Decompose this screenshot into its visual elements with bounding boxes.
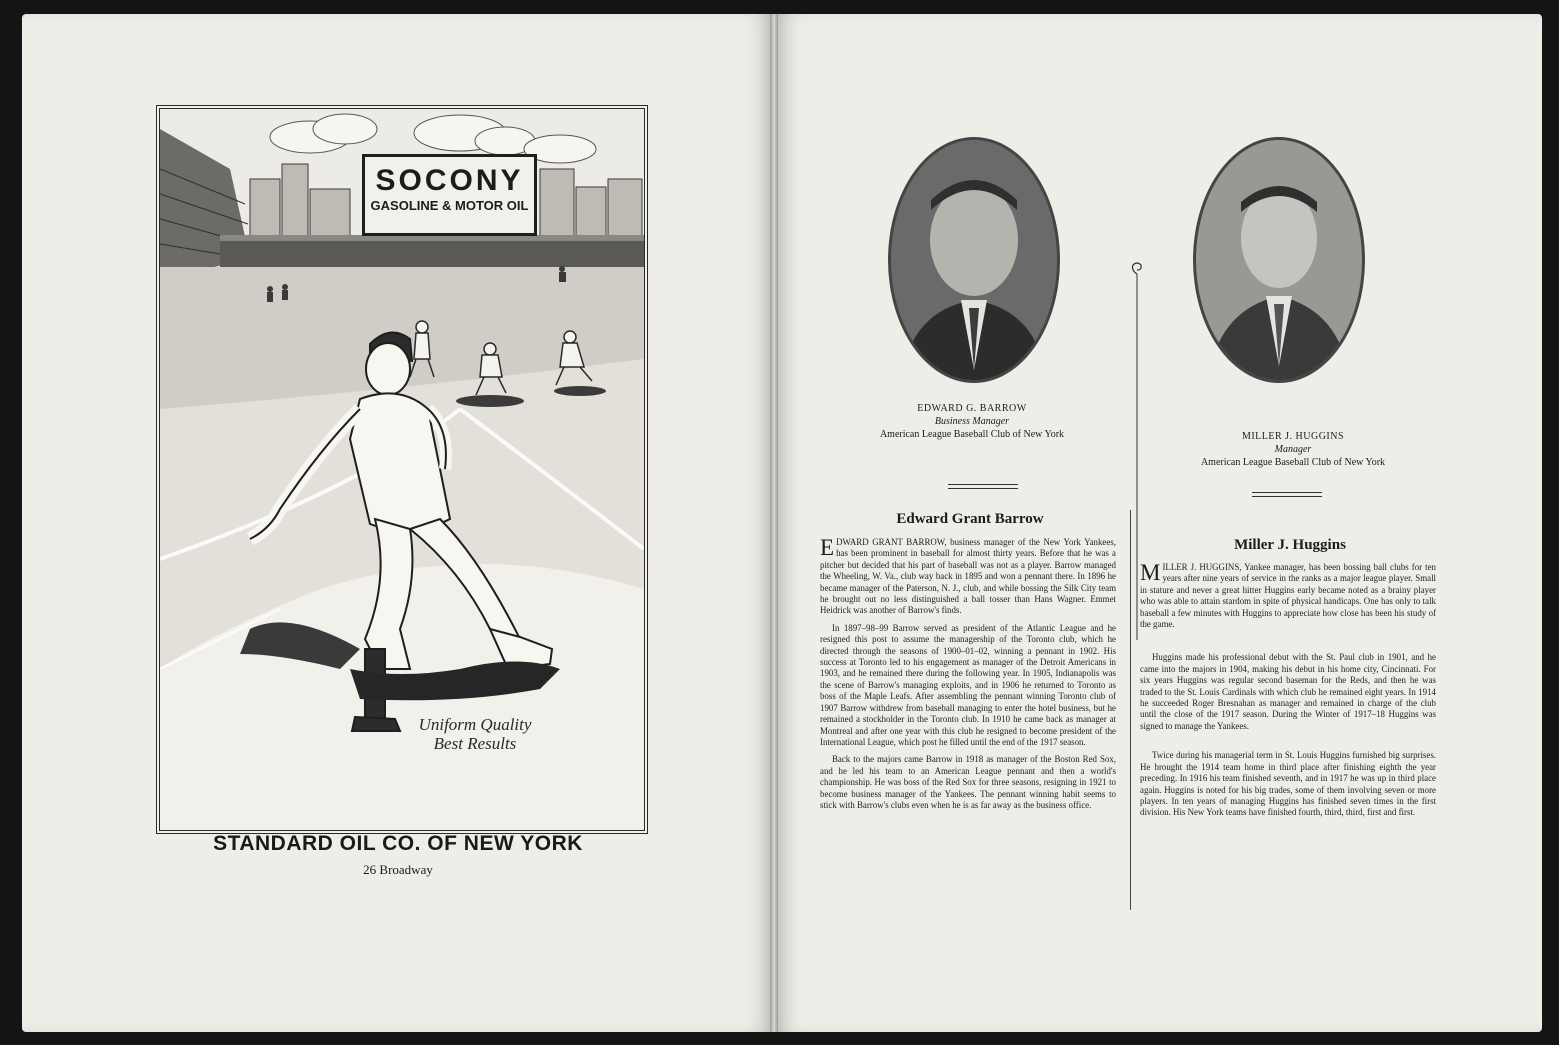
huggins-caption-org: American League Baseball Club of New York	[1200, 457, 1386, 468]
book-gutter	[770, 14, 778, 1032]
huggins-article	[1140, 562, 1436, 825]
barrow-paragraph-1	[820, 537, 1116, 617]
barrow-article	[820, 537, 1116, 817]
huggins-caption	[1163, 430, 1423, 469]
barrow-caption-name: EDWARD G. BARROW	[917, 403, 1027, 414]
ad-tagline-line1: Uniform Quality	[418, 715, 532, 734]
ad-brand-name: SOCONY	[375, 164, 524, 197]
huggins-heading: Miller J. Huggins	[1234, 537, 1346, 553]
barrow-divider-rule	[948, 484, 1018, 485]
barrow-heading: Edward Grant Barrow	[896, 511, 1044, 527]
ad-product-line: GASOLINE & MOTOR OIL	[370, 198, 529, 213]
huggins-paragraph-1-text: ILLER J. HUGGINS, Yankee manager, has been bossing ball clubs for ten years after nine years of service in the ranks as a major league player. Small in stature and never a great hitter Huggins early became noted as a brainy player who was able to attain stardom in spite of physical handicaps. One has only to talk baseball a few minutes with Huggins to appreciate how close has been his study of the game.	[1140, 562, 1436, 630]
huggins-caption-role: Manager	[1274, 444, 1312, 455]
billboard-sign	[362, 154, 537, 236]
barrow-dropcap: E	[820, 535, 835, 560]
ad-company-address: 26 Broadway	[363, 862, 433, 877]
huggins-dropcap: M	[1140, 560, 1161, 585]
barrow-paragraph-3: Back to the majors came Barrow in 1918 as manager of the Boston Red Sox, and he led his team to an American League pennant and then a world's championship. He was boss of the Red Sox for three seasons, resigning in 1921 to become business manager of the Yankees. The pennant winning habit seems to stick with Barrow's clubs even when he is as far away as the business office.	[820, 754, 1116, 810]
column-divider	[1130, 510, 1131, 910]
huggins-caption-name: MILLER J. HUGGINS	[1241, 431, 1345, 442]
huggins-paragraph-2: Huggins made his professional debut with the St. Paul club in 1901, and he came into the majors in 1904, making his debut in his home city, Cincinnati. For six years Huggins was regular second baseman for the Reds, and then he was traded to the St. Louis Cardinals with which club he remained eight years. In 1914 he succeeded Roger Bresnahan as manager and remained in charge of the club until the close of the 1917 season. During the Winter of 1917–18 Huggins was signed to manage the Yankees.	[1140, 652, 1436, 731]
huggins-paragraph-3: Twice during his managerial term in St. Louis Huggins furnished big surprises. He brought the 1914 team home in third place after finishing eighth the year preceding. In 1916 his team finished seventh, and in 1917 he was up in third place again. Huggins is noted for his big trades, some of them involving seven or more players. In ten years of managing Huggins has finished seven times in the first division. His New York teams have finished fourth, third, third, first and first.	[1140, 750, 1436, 818]
barrow-paragraph-1-text: DWARD GRANT BARROW, business manager of the New York Yankees, has been prominent in baseball for almost thirty years. Before that he was a pitcher but decided that his part of baseball was not as a player. Barrow managed the Wheeling, W. Va., club way back in 1895 and won a pennant there. In 1896 he became manager of the Paterson, N. J., club, and while bossing the Silk City team he brought out no less distinguished a ball tosser than Hans Wagner. Emmet Heidrick was another of Barrow's finds.	[820, 537, 1116, 616]
ad-tagline	[395, 715, 555, 753]
ad-tagline-line2: Best Results	[433, 734, 517, 753]
ad-company-name: STANDARD OIL CO. OF NEW YORK	[213, 832, 583, 855]
barrow-divider-rule-2	[948, 488, 1018, 489]
barrow-portrait	[888, 137, 1060, 383]
huggins-divider-rule-2	[1252, 496, 1322, 497]
barrow-caption	[842, 402, 1102, 441]
huggins-paragraph-1	[1140, 562, 1436, 630]
huggins-portrait	[1193, 137, 1365, 383]
barrow-caption-org: American League Baseball Club of New York	[879, 429, 1065, 440]
barrow-caption-role: Business Manager	[934, 416, 1010, 427]
barrow-paragraph-2: In 1897–98–99 Barrow served as president of the Atlantic League and he resigned this post to assume the managership of the Toronto club, which he directed through the seasons of 1900–01–02, winning a pennant in 1902. His success at Toronto led to his engagement as manager of the Detroit Americans in 1903, and he remained there during the following year. In 1905, Indianapolis was the scene of Barrow's managing exploits, and in 1906 he returned to Toronto as boss of the Maple Leafs. After assembling the pennant winning Toronto club of 1907 Barrow withdrew from baseball managing to enter the hotel business, but he remained a stockholder in the Toronto club. In 1910 he came back as manager at Montreal and after one year with this club he resigned to become president of the International League, which post he filled until the end of the 1917 season.	[820, 622, 1116, 747]
huggins-divider-rule	[1252, 492, 1322, 493]
